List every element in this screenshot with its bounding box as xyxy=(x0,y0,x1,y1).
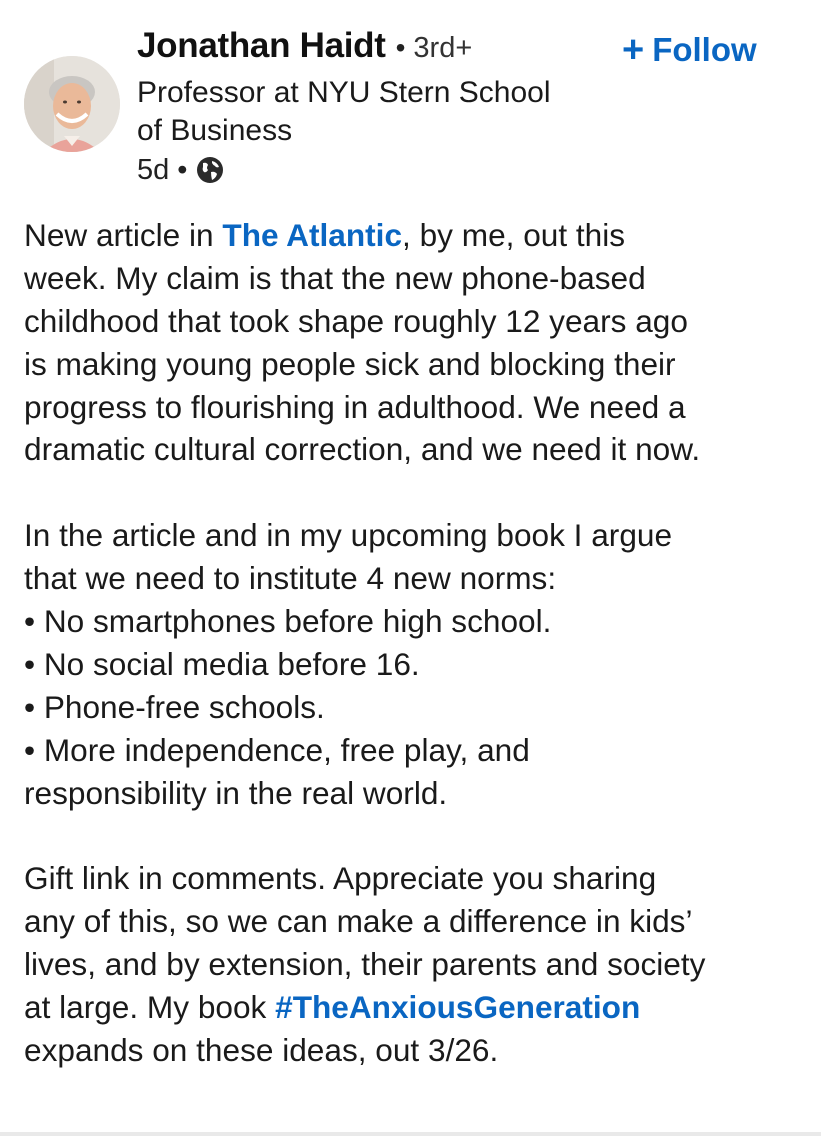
post-meta xyxy=(137,151,607,189)
plus-icon: + xyxy=(622,29,645,71)
post-text-segment: , by me, out this xyxy=(402,217,626,253)
post-text-line: that we need to institute 4 new norms: xyxy=(24,560,557,597)
globe-icon xyxy=(195,155,225,185)
author-info xyxy=(137,26,607,189)
list-item: • More independence, free play, and xyxy=(24,731,530,768)
paragraph-gap xyxy=(24,471,814,514)
post-text-segment: New article in xyxy=(24,217,223,253)
post-body xyxy=(24,214,814,1072)
avatar-photo-icon xyxy=(24,56,120,152)
post-text-line: expands on these ideas, out 3/26. xyxy=(24,1031,499,1068)
author-headline xyxy=(137,74,597,150)
post-time: 5d xyxy=(137,153,170,186)
follow-label: Follow xyxy=(652,31,757,68)
author-name[interactable]: Jonathan Haidt xyxy=(137,26,386,65)
hashtag-link[interactable]: #TheAnxiousGeneration xyxy=(275,989,641,1026)
post-text-line: In the article and in my upcoming book I argue xyxy=(24,517,673,554)
the-atlantic-link[interactable]: The Atlantic xyxy=(222,217,403,253)
post-text-line xyxy=(24,214,814,257)
meta-separator: • xyxy=(177,153,188,186)
post-text-line: Gift link in comments. Appreciate you sharing xyxy=(24,860,657,897)
post-text-line: any of this, so we can make a difference in kids’ xyxy=(24,903,693,940)
author-avatar[interactable] xyxy=(24,56,120,152)
post-text-line: week. My claim is that the new phone-based xyxy=(24,259,646,296)
follow-button[interactable] xyxy=(622,28,757,72)
post-text-line: dramatic cultural correction, and we need it now. xyxy=(24,431,701,468)
bottom-divider xyxy=(0,1132,821,1136)
connection-degree: 3rd+ xyxy=(413,32,473,64)
paragraph-gap xyxy=(24,814,814,857)
post-text-line: responsibility in the real world. xyxy=(24,774,448,811)
list-item: • No social media before 16. xyxy=(24,645,420,682)
post-text-line: is making young people sick and blocking their xyxy=(24,345,676,382)
author-headline-line: of Business xyxy=(137,114,293,147)
post-text-segment: at large. My book xyxy=(24,989,276,1026)
list-item: • Phone-free schools. xyxy=(24,688,325,725)
post-text-line: lives, and by extension, their parents and society xyxy=(24,946,706,983)
list-item: • No smartphones before high school. xyxy=(24,603,552,640)
post-text-line: childhood that took shape roughly 12 years ago xyxy=(24,302,688,339)
name-separator: • xyxy=(395,32,406,63)
post-header xyxy=(0,0,821,200)
post-text-line: progress to flourishing in adulthood. We need a xyxy=(24,388,686,425)
author-headline-line: Professor at NYU Stern School xyxy=(137,76,551,109)
post-text-line xyxy=(24,986,814,1029)
author-name-line xyxy=(137,26,607,70)
